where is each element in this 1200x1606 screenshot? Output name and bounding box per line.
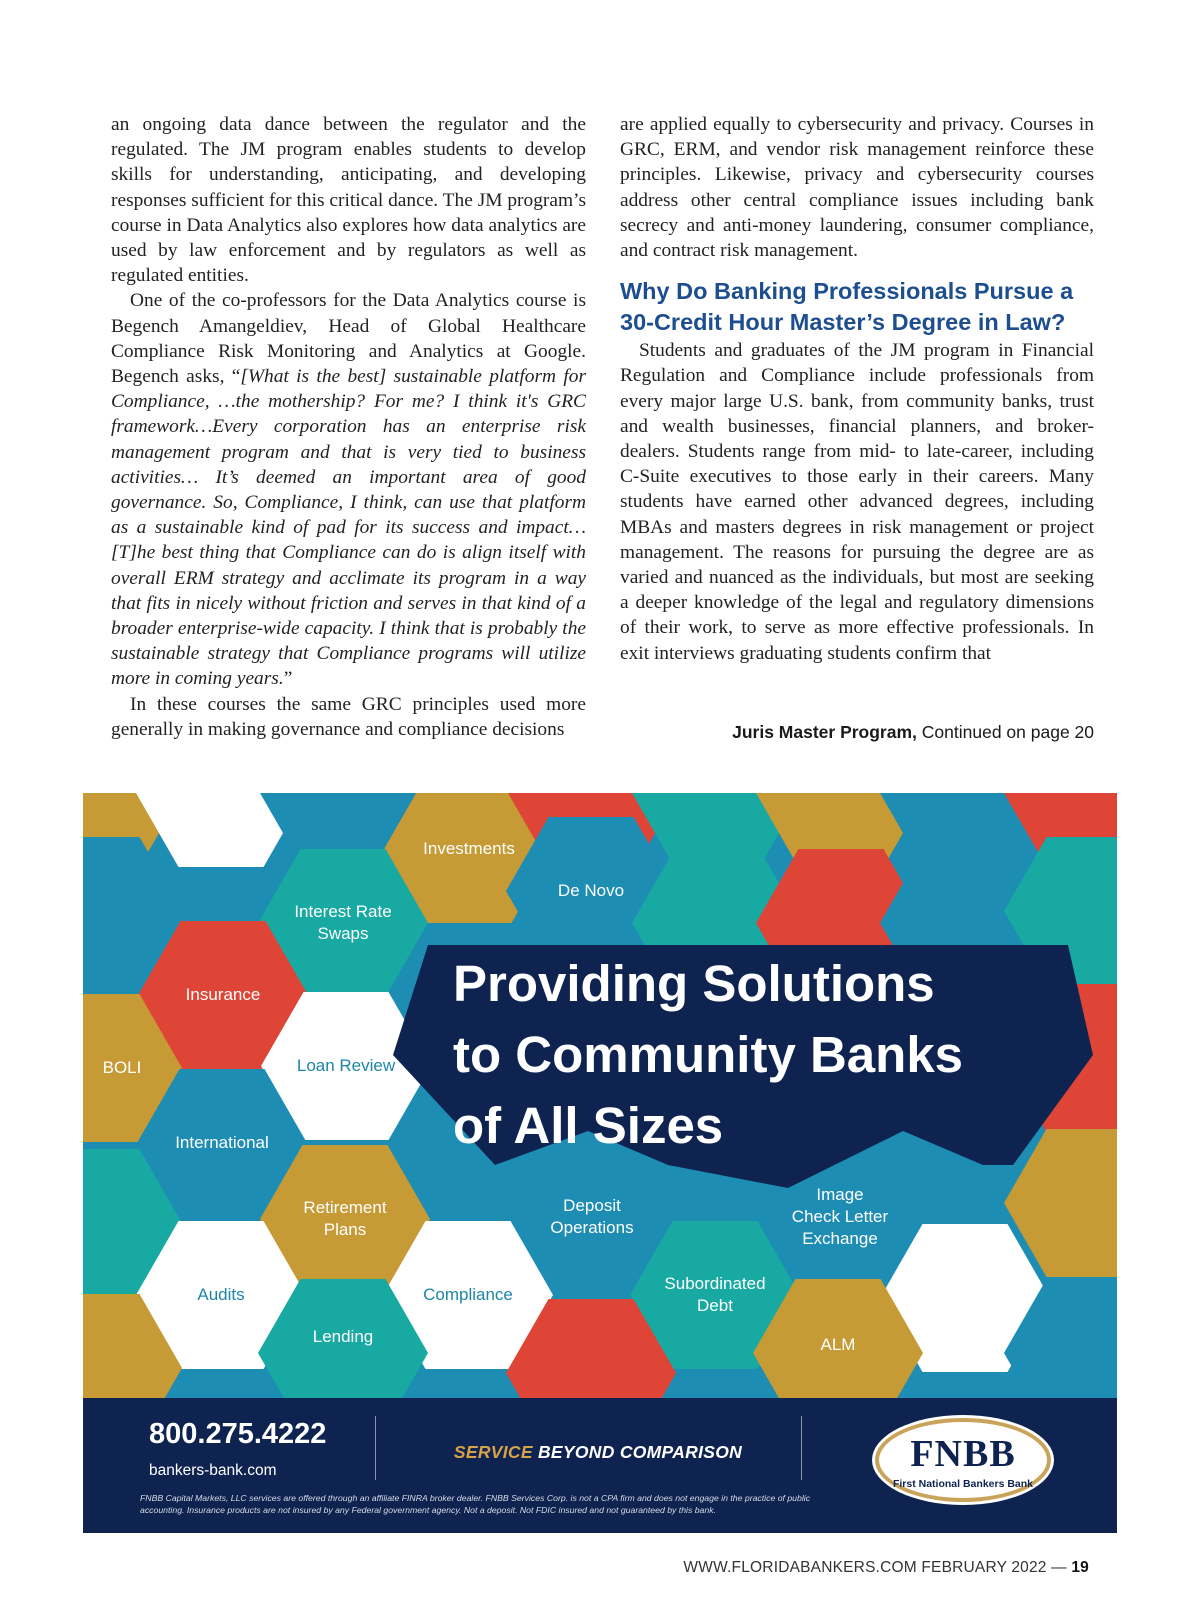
article-paragraph: an ongoing data dance between the regulator and the regulated. The JM program enables students to develop skills for understanding, anticipating, and developing responses sufficient for this critical dance. The JM program’s course in Data Analytics also explores how data analytics are used by law enforcement and by regulators as well as regulated entities. bbox=[111, 114, 586, 287]
tagline-service: SERVICE bbox=[453, 1442, 533, 1462]
quote-intro: One of the co-professors for the Data Analytics course is Begench Amangeldiev, Head of Global Healthcare Compliance Risk Monitoring and Analytics at Google. Begench asks, “ bbox=[111, 290, 586, 388]
label-loan-review: Loan Review bbox=[296, 1056, 396, 1075]
divider bbox=[801, 1416, 802, 1480]
continued-title: Juris Master Program, bbox=[732, 722, 917, 742]
continued-note[interactable] bbox=[620, 722, 1094, 743]
ad-headline bbox=[453, 948, 1053, 1161]
website-link[interactable]: bankers-bank.com bbox=[149, 1462, 277, 1479]
article-paragraph: are applied equally to cybersecurity and privacy. Courses in GRC, ERM, and vendor risk management reinforce these principles. Likewise, privacy and cybersecurity courses address other central compliance issues including bank secrecy and anti-money laundering, consumer compliance, and contract risk management. bbox=[620, 114, 1094, 262]
ad-disclaimer: FNBB Capital Markets, LLC services are offered through an affiliate FINRA broker dealer. FNBB Services Corp. is not a CPA firm and does not engage in the practice of public accounting. Insurance products are not insured by any Federal government agency. Not a deposit. Not FDIC insured and not guaranteed by this bank. bbox=[140, 1493, 811, 1515]
article-paragraph: Students and graduates of the JM program in Financial Regulation and Compliance include professionals from every major large U.S. bank, from community banks, trust and wealth businesses, financial planners, and broker-dealers. Students range from mid- to late-career, including C-Suite executives to those early in their careers. Many students have earned other advanced degrees, including MBAs and masters degrees in risk management or project management. The reasons for pursuing the degree are as varied and nuanced as the individuals, but most are seeking a deeper knowledge of the legal and regulatory dimensions of their work, to serve as more effective professionals. In exit interviews graduating students confirm that bbox=[620, 340, 1094, 664]
article-column-right bbox=[620, 112, 1094, 666]
logo-text: FNBB bbox=[910, 1433, 1016, 1475]
page-footer bbox=[683, 1559, 1089, 1577]
label-investments: Investments bbox=[423, 839, 515, 858]
label-boli: BOLI bbox=[102, 1058, 142, 1077]
logo-subtext: First National Bankers Bank bbox=[892, 1478, 1034, 1490]
quote-close: ” bbox=[283, 668, 293, 690]
article-paragraph-quote bbox=[111, 288, 586, 691]
label-image-check-letter-exchange: Image Check Letter Exchange bbox=[791, 1185, 889, 1248]
article-column-left bbox=[111, 112, 586, 742]
page-number: 19 bbox=[1071, 1559, 1089, 1576]
continued-page: Continued on page 20 bbox=[916, 722, 1094, 742]
label-alm: ALM bbox=[820, 1335, 856, 1354]
article-paragraph: In these courses the same GRC principles used more generally in making governance and compliance decisions bbox=[111, 693, 586, 740]
label-de-novo: De Novo bbox=[557, 881, 625, 900]
label-retirement-plans: Retirement Plans bbox=[303, 1198, 387, 1239]
label-deposit-operations: Deposit Operations bbox=[550, 1196, 634, 1237]
label-international: International bbox=[175, 1133, 269, 1152]
fnbb-advertisement bbox=[83, 793, 1117, 1533]
headline-line: Providing Solutions bbox=[453, 955, 935, 1012]
label-insurance: Insurance bbox=[185, 985, 261, 1004]
headline-line: to Community Banks bbox=[453, 1026, 964, 1083]
divider bbox=[375, 1416, 376, 1480]
tagline-rest: BEYOND COMPARISON bbox=[532, 1442, 743, 1462]
ad-footer-bar bbox=[83, 1398, 1117, 1533]
label-subordinated-debt: Subordinated Debt bbox=[664, 1274, 766, 1315]
section-heading: Why Do Banking Professionals Pursue a 30-Credit Hour Master’s Degree in Law? bbox=[620, 278, 1074, 336]
phone-number[interactable]: 800.275.4222 bbox=[149, 1418, 327, 1450]
label-audits: Audits bbox=[197, 1285, 245, 1304]
label-compliance: Compliance bbox=[423, 1285, 513, 1304]
fnbb-logo bbox=[875, 1418, 1051, 1502]
ad-tagline bbox=[398, 1442, 798, 1463]
quote-text: [What is the best] sustainable platform for Compliance, …the mothership? For me? I think it's GRC framework…Every corporation has an enterprise risk management program and that is very tied to business activities… It’s deemed an important area of good governance. So, Compliance, I think, can use that platform as a sustainable kind of pad for its success and impact…[T]he best thing that Compliance can do is align itself with overall ERM strategy and acclimate its program in a way that fits in nicely without friction and serves in that kind of a broader enterprise-wide capacity. I think that is probably the sustainable strategy that Compliance programs will utilize more in coming years. bbox=[111, 366, 586, 690]
label-interest-rate-swaps: Interest Rate Swaps bbox=[294, 902, 392, 943]
footer-site-date: WWW.FLORIDABANKERS.COM FEBRUARY 2022 — bbox=[683, 1559, 1072, 1576]
label-lending: Lending bbox=[312, 1327, 374, 1346]
headline-line: of All Sizes bbox=[453, 1097, 724, 1154]
